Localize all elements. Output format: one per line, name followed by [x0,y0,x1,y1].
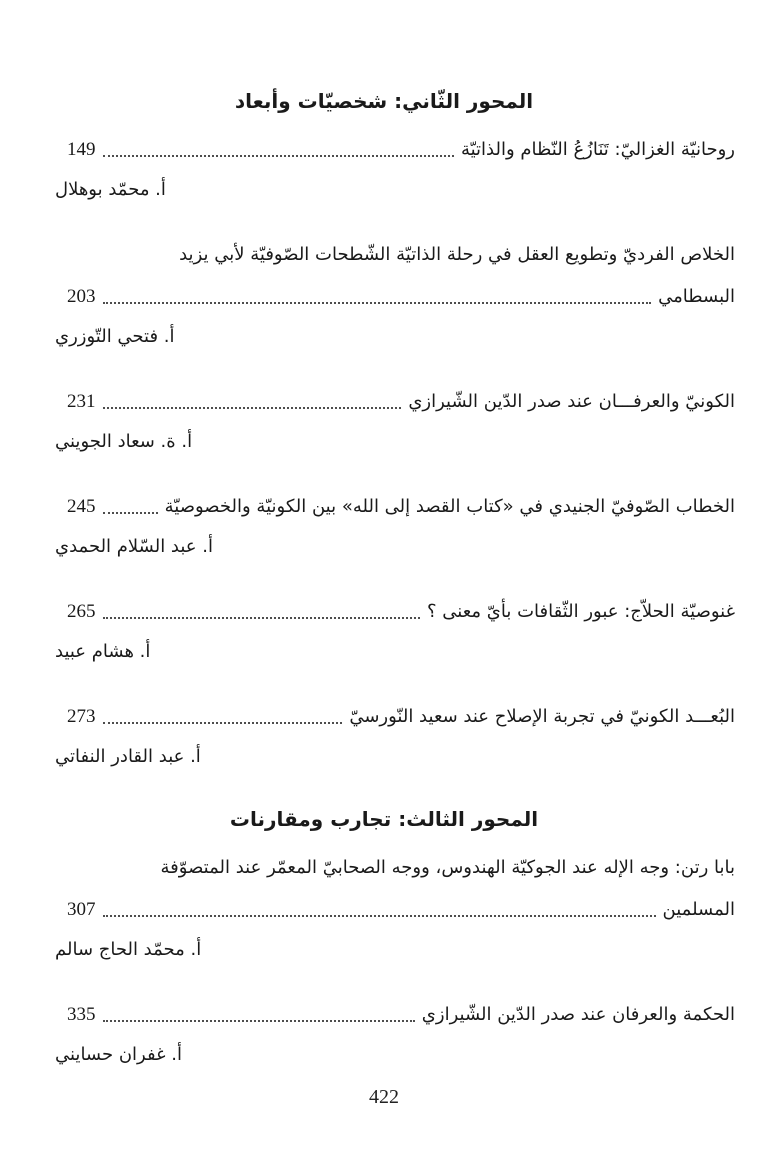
toc-entry [0,237,735,352]
entry-author: أ. عبد السّلام الحمدي [55,536,213,557]
entry-author: أ. محمّد بوهلال [55,179,166,200]
entry-title: الخطاب الصّوفيّ الجنيدي في «كتاب القصد إلى الله» بين الكونيّة والخصوصيّة [164,496,735,517]
entry-page-number: 245 [67,496,96,517]
dot-leader [103,615,421,619]
dot-leader [103,720,343,724]
entry-author: أ. هشام عبيد [55,641,151,662]
dot-leader [103,1018,415,1022]
entry-title: روحانيّة الغزاليّ: تَنَازُعُ النّظام والذاتيّة [460,139,735,160]
entry-title-line2: البسطامي [658,286,735,307]
toc-section-2 [0,86,768,772]
toc-entry [0,997,735,1070]
toc-entry [0,699,735,772]
dot-leader [103,153,454,157]
entry-title-line1: بابا رتن: وجه الإله عند الجوكيّة الهندوس، ووجه الصحابيّ المعمّر عند المتصوّفة [160,857,735,878]
entry-title-line1: الخلاص الفرديّ وتطويع العقل في رحلة الذاتيّة الشّطحات الصّوفيّة لأبي يزيد [179,244,735,265]
toc-entry [0,850,735,965]
entry-author: أ. ة. سعاد الجويني [55,431,193,452]
toc-entry-row [67,594,735,630]
section-heading: المحور الثالث: تجارب ومقارنات [229,807,539,831]
toc-section-3 [0,804,768,1070]
entry-author: أ. فتحي التّوزري [55,326,175,347]
toc-entry-row [67,132,735,168]
toc-entry [0,132,735,205]
entry-page-number: 231 [67,391,96,412]
entry-title: الحكمة والعرفان عند صدر الدّين الشّيرازي [421,1004,735,1025]
entry-page-number: 335 [67,1004,96,1025]
entry-author: أ. عبد القادر النفاتي [55,746,201,767]
dot-leader [103,510,158,514]
entry-author: أ. غفران حسايني [55,1044,182,1065]
entry-page-number: 149 [67,139,96,160]
toc-entry-row [67,699,735,735]
entry-page-number: 273 [67,706,96,727]
entry-page-number: 265 [67,601,96,622]
page-number-footer: 422 [369,1086,399,1108]
toc-entry [0,489,735,562]
entry-author: أ. محمّد الحاج سالم [55,939,202,960]
entry-title: البُعـــد الكونيّ في تجربة الإصلاح عند سعيد النّورسيّ [349,706,735,727]
entry-page-number: 203 [67,286,96,307]
section-heading: المحور الثّاني: شخصيّات وأبعاد [234,89,534,113]
toc-entry [0,384,735,457]
entry-page-number: 307 [67,899,96,920]
toc-entry-row [67,489,735,525]
toc-entry-row [67,892,735,928]
toc-entry [0,594,735,667]
dot-leader [103,405,402,409]
toc-entry-row [67,997,735,1033]
entry-title: غنوصيّة الحلاّج: عبور الثّقافات بأيّ معنى ؟ [427,601,735,622]
dot-leader [103,913,656,917]
entry-title: الكونيّ والعرفـــان عند صدر الدّين الشّيرازي [408,391,735,412]
toc-entry-row [67,384,735,420]
dot-leader [103,300,652,304]
toc-entry-row [67,279,735,315]
entry-title-line2: المسلمين [662,899,735,920]
